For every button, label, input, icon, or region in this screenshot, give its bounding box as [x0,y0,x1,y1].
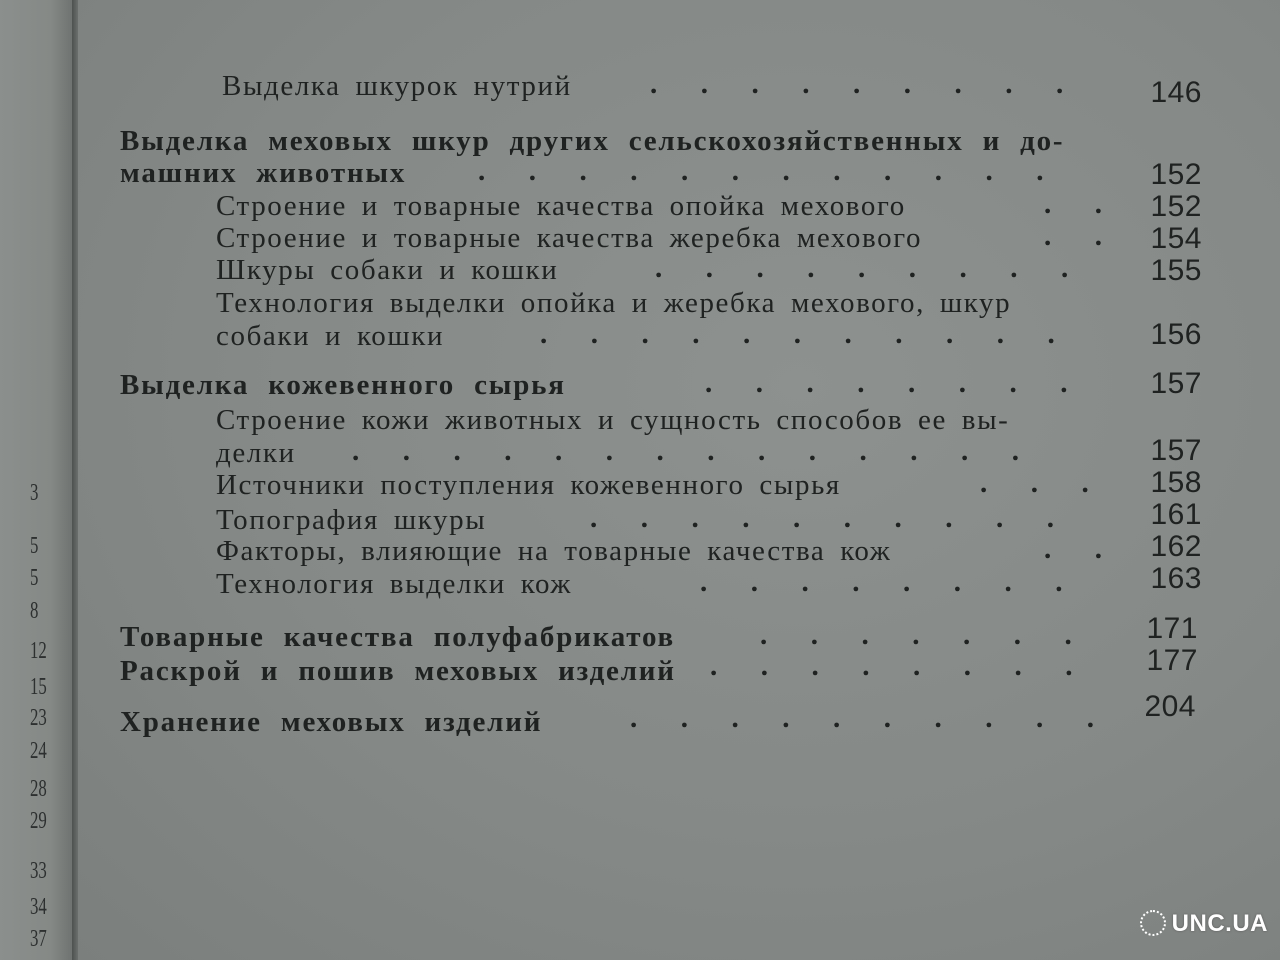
toc-leader-dots: . . . . . . . . . . [590,502,1054,534]
toc-entry-title: Хранение меховых изделий [120,706,543,738]
toc-page-number: 158 [1150,466,1202,499]
margin-number: 29 [30,808,47,834]
watermark-text: UNC.UA [1171,910,1268,937]
toc-leader-dots: . . . . . . . . . . . . [478,155,1044,187]
toc-page-number: 204 [1144,690,1196,723]
toc-entry-title: Раскрой и пошив меховых изделий [120,655,676,687]
toc-page-number: 161 [1150,498,1202,531]
toc-entry-title: Источники поступления кожевенного сырья [216,469,841,501]
toc-page-number: 162 [1150,530,1202,563]
margin-number: 28 [30,776,47,802]
margin-number: 8 [30,598,39,624]
toc-leader-dots: . . . . . . . . . [655,252,1069,284]
toc-page-number: 163 [1150,562,1202,595]
toc-leader-dots: . . . . . . . . [705,367,1068,399]
toc-entry-title: Выделка меховых шкур других сельскохозяйственных и до- [120,125,1065,157]
margin-number: 15 [30,674,47,700]
toc-page-number: 152 [1150,190,1202,223]
toc-leader-dots: . . [1044,533,1102,565]
toc-entry-title: Строение и товарные качества жеребка мехового [216,222,923,254]
margin-number: 3 [30,480,39,506]
toc-entry-title: Технология выделки кож [216,568,572,600]
toc-leader-dots: . . [1044,220,1102,252]
watermark-logo-icon [1140,910,1166,936]
margin-number: 12 [30,638,47,664]
toc-entry-title: Выделка шкурок нутрий [222,70,572,102]
toc-leader-dots: . . . . . . . . . [650,68,1064,100]
toc-leader-dots: . . . . . . . . . . . [540,318,1055,350]
toc-page-number: 171 [1146,612,1198,645]
toc-page-number: 152 [1150,158,1202,191]
toc-page-number: 146 [1150,76,1202,109]
toc-entry-title: Строение и товарные качества опойка мехового [216,190,906,222]
toc-page-number: 155 [1150,254,1202,287]
margin-number: 34 [30,894,47,920]
margin-number: 24 [30,738,47,764]
margin-number: 33 [30,858,47,884]
toc-entry-title: Строение кожи животных и сущность способов ее вы- [216,404,1010,436]
margin-number: 5 [30,533,39,559]
toc-entry-title: Шкуры собаки и кошки [216,254,559,286]
previous-page-edge [0,0,72,960]
toc-page-number: 156 [1150,318,1202,351]
margin-number: 5 [30,565,39,591]
toc-page-number: 157 [1150,434,1202,467]
toc-leader-dots: . . . . . . . . . . [630,702,1094,734]
toc-entry-title: Топография шкуры [216,504,487,536]
margin-number: 37 [30,926,47,952]
toc-entry-title: Товарные качества полуфабрикатов [120,621,675,653]
toc-entry-title: машних животных [120,157,407,189]
toc-leader-dots: . . . . . . . . [700,566,1063,598]
toc-leader-dots: . . [1044,188,1102,220]
toc-page-number: 157 [1150,367,1202,400]
toc-leader-dots: . . . . . . . . [710,650,1073,682]
toc-leader-dots: . . . . . . . [760,619,1072,651]
toc-page-number: 154 [1150,222,1202,255]
margin-number: 23 [30,705,47,731]
toc-entry-title: делки [216,437,296,469]
toc-leader-dots: . . . [980,467,1089,499]
toc-entry-title: собаки и кошки [216,320,445,352]
toc-leader-dots: . . . . . . . . . . . . . . [352,435,1019,467]
toc-entry-title: Выделка кожевенного сырья [120,369,566,401]
toc-entry-title: Факторы, влияющие на товарные качества кож [216,535,892,567]
watermark [1140,910,1268,938]
toc-entry-title: Технология выделки опойка и жеребка мехового, шкур [216,287,1012,319]
toc-page-number: 177 [1146,644,1198,677]
